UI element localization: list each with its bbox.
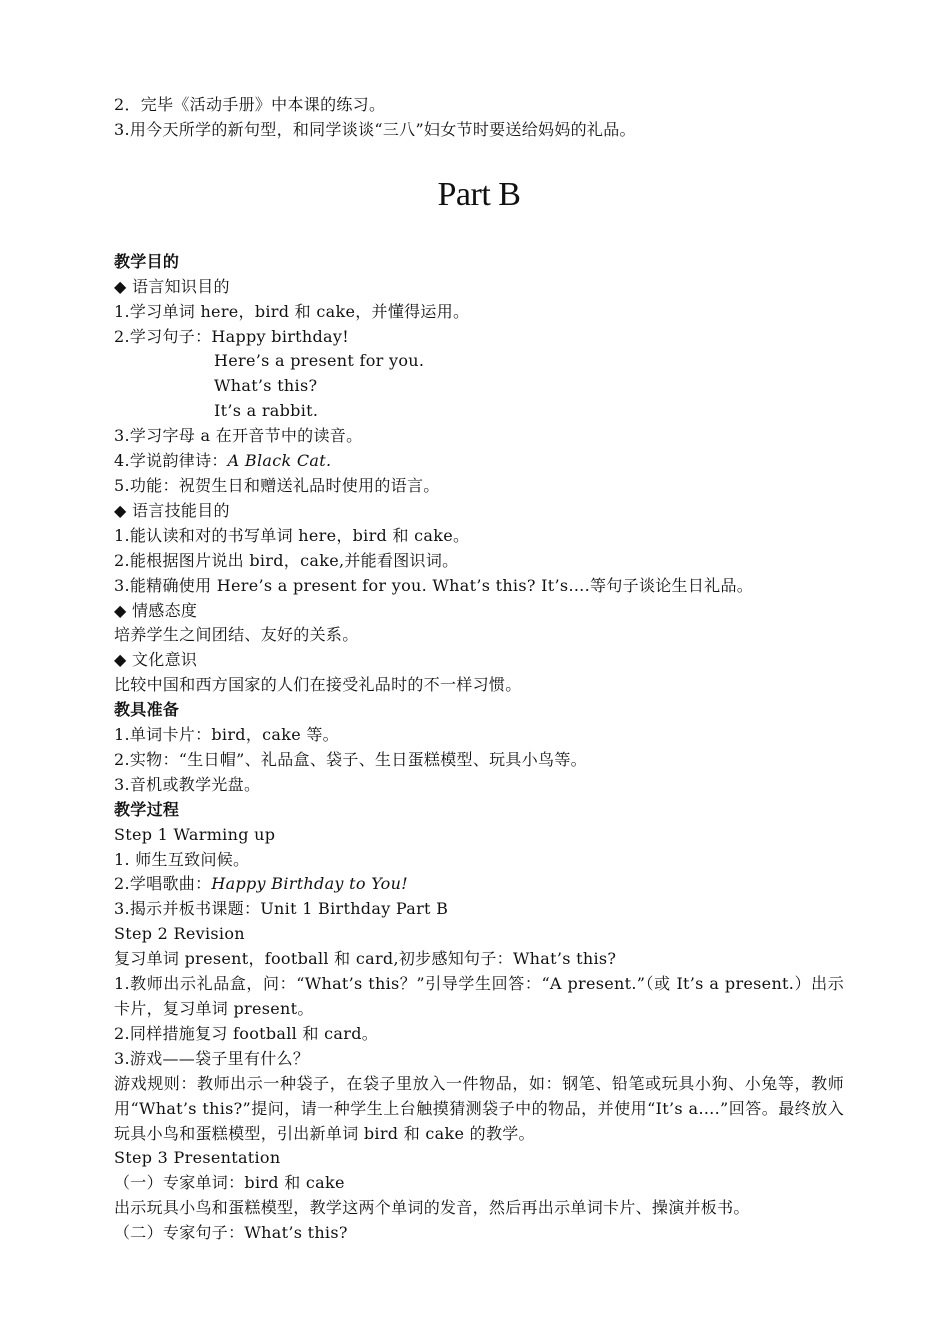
step2-title: Step 2 Revision [114, 924, 245, 944]
materials-heading: 教具准备 [114, 700, 180, 720]
culture-heading: ◆ 文化意识 [114, 650, 198, 670]
step3-part1-title: （一）专家单词：bird 和 cake [114, 1173, 345, 1193]
knowledge-item-4-prefix: 4.学说韵律诗： [114, 451, 228, 471]
step1-title: Step 1 Warming up [114, 824, 276, 844]
knowledge-item-5: 5.功能：祝贺生日和赠送礼品时使用的语言。 [114, 475, 440, 495]
step2-item-1: 1.教师出示礼品盒，问：“What’s this？”引导学生回答：“A present.”（或 It’s a present.）出示卡片，复习单词 present。 [114, 974, 844, 1018]
objectives-heading: 教学目的 [114, 251, 180, 271]
materials-item-1: 1.单词卡片：bird，cake 等。 [114, 725, 339, 745]
skills-item-1: 1.能认读和对的书写单词 here，bird 和 cake。 [114, 525, 470, 545]
step2-item-3: 3.游戏——袋子里有什么？ [114, 1048, 310, 1068]
sentence-happy-birthday: Happy birthday! [211, 326, 349, 346]
step2-intro: 复习单词 present，football 和 card,初步感知句子：What’s this? [114, 949, 617, 969]
step3-part2-title: （二）专家句子：What’s this? [114, 1223, 348, 1243]
materials-item-3: 3.音机或教学光盘。 [114, 774, 261, 794]
culture-item-1: 比较中国和西方国家的人们在接受礼品时的不一样习惯。 [114, 675, 522, 695]
skills-item-3: 3.能精确使用 Here’s a present for you. What’s this? It’s….等句子谈论生日礼品。 [114, 575, 754, 595]
skills-item-2: 2.能根据图片说出 bird，cake,并能看图识词。 [114, 550, 459, 570]
step1-item-2 [114, 872, 844, 897]
step1-item-3: 3.揭示并板书课题：Unit 1 Birthday Part B [114, 899, 449, 919]
process-heading: 教学过程 [114, 799, 180, 819]
knowledge-item-2-prefix: 2.学习句子： [114, 326, 212, 346]
page-title: Part B [437, 175, 521, 213]
knowledge-item-2 [114, 325, 844, 350]
sentence-whats-this: What’s this? [214, 376, 318, 396]
sentence-rabbit: It’s a rabbit. [214, 401, 319, 421]
step2-item-2: 2.同样措施复习 football 和 card。 [114, 1023, 379, 1043]
emotion-heading: ◆ 情感态度 [114, 600, 198, 620]
step1-item-2-prefix: 2.学唱歌曲： [114, 874, 212, 894]
step3-part1-text: 出示玩具小鸟和蛋糕模型，教学这两个单词的发音，然后再出示单词卡片、操演并板书。 [114, 1198, 750, 1218]
knowledge-heading: ◆ 语言知识目的 [114, 276, 230, 296]
step1-item-1: 1. 师生互致问候。 [114, 849, 250, 869]
knowledge-item-3: 3.学习字母 a 在开音节中的读音。 [114, 426, 363, 446]
document-page [114, 93, 844, 1246]
materials-item-2: 2.实物：“生日帽”、礼品盒、袋子、生日蛋糕模型、玩具小鸟等。 [114, 749, 587, 769]
step3-title: Step 3 Presentation [114, 1148, 281, 1168]
poem-title: A Black Cat. [227, 451, 332, 471]
knowledge-item-4 [114, 449, 844, 474]
knowledge-item-1: 1.学习单词 here，bird 和 cake，并懂得运用。 [114, 301, 470, 321]
song-title: Happy Birthday to You! [211, 874, 408, 894]
emotion-item-1: 培养学生之间团结、友好的关系。 [114, 625, 359, 645]
skills-heading: ◆ 语言技能目的 [114, 500, 230, 520]
sentence-present: Here’s a present for you. [214, 351, 425, 371]
game-rules: 游戏规则：教师出示一种袋子，在袋子里放入一件物品，如：钢笔、铅笔或玩具小狗、小兔等，教师用“What’s this?”提问，请一种学生上台触摸猜测袋子中的物品，并使用“It’s a….”回答。最终放入玩具小鸟和蛋糕模型，引出新单词 bird 和 cake 的教学。 [114, 1073, 844, 1143]
intro-line-1: 2．完毕《活动手册》中本课的练习。 [114, 95, 386, 114]
intro-line-2: 3.用今天所学的新句型，和同学谈谈“三八”妇女节时要送给妈妈的礼品。 [114, 119, 636, 139]
